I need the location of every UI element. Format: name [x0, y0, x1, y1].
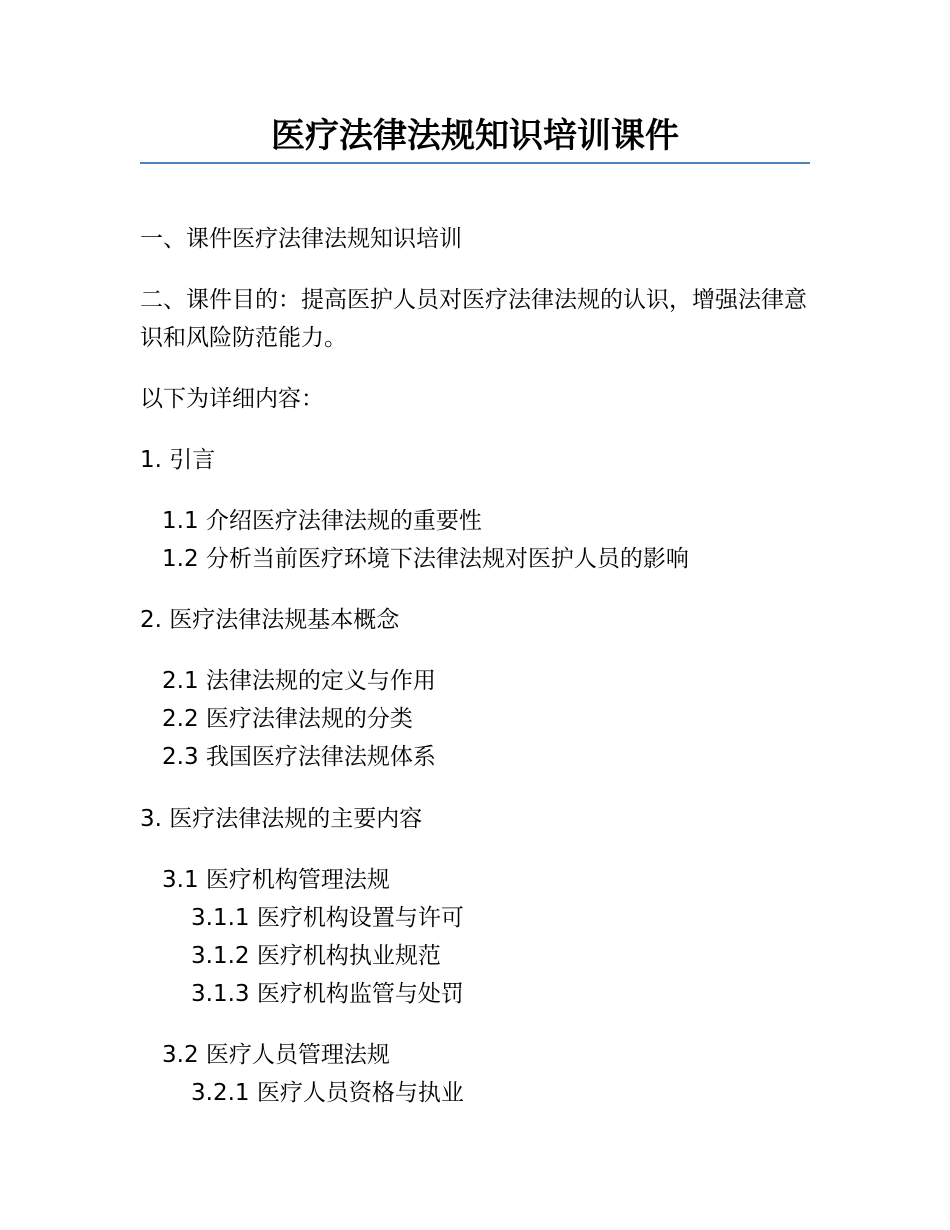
section-2-item: 2.3 我国医疗法律法规体系	[162, 744, 436, 770]
subsection-3-2-heading: 3.2 医疗人员管理法规	[162, 1042, 390, 1068]
section-1-heading: 1. 引言	[140, 447, 216, 473]
section-1-item: 1.1 介绍医疗法律法规的重要性	[162, 508, 482, 534]
intro-line-2: 二、课件目的：提高医护人员对医疗法律法规的认识，增强法律意识和风险防范能力。	[140, 287, 807, 351]
document-title: 医疗法律法规知识培训课件	[271, 116, 679, 156]
subsection-3-2-item: 3.2.1 医疗人员资格与执业	[191, 1080, 464, 1106]
section-2-heading: 2. 医疗法律法规基本概念	[140, 607, 400, 633]
section-2-item: 2.2 医疗法律法规的分类	[162, 706, 413, 732]
section-2-item: 2.1 法律法规的定义与作用	[162, 668, 436, 694]
intro-line-1: 一、课件医疗法律法规知识培训	[140, 226, 462, 252]
subsection-3-1-heading: 3.1 医疗机构管理法规	[162, 867, 390, 893]
section-3-heading: 3. 医疗法律法规的主要内容	[140, 806, 423, 832]
title-underline	[140, 162, 810, 164]
subsection-3-1-item: 3.1.3 医疗机构监管与处罚	[191, 981, 464, 1007]
subsection-3-1-item: 3.1.1 医疗机构设置与许可	[191, 905, 464, 931]
intro-line-3: 以下为详细内容：	[140, 386, 324, 412]
section-1-item: 1.2 分析当前医疗环境下法律法规对医护人员的影响	[162, 546, 689, 572]
subsection-3-1-item: 3.1.2 医疗机构执业规范	[191, 943, 441, 969]
